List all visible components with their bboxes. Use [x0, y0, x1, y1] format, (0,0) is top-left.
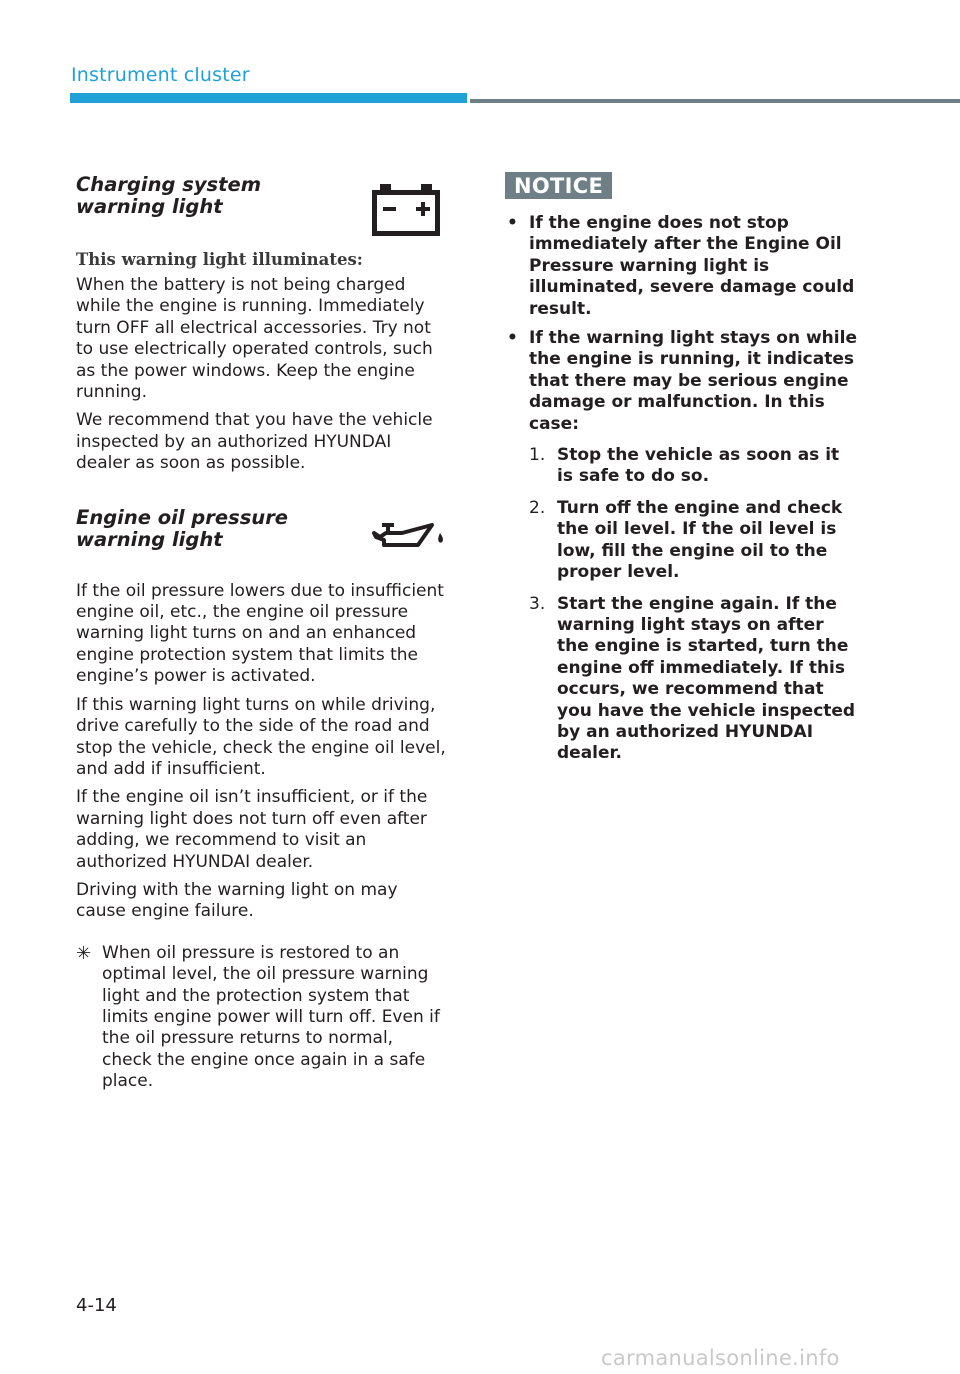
charging-paragraph: We recommend that you have the vehicle inspected by an authorized HYUNDAI dealer as soon as possible.	[76, 410, 433, 474]
step-text: Start the engine again. If the warning light stays on after the engine is started, turn the engine off immediately. If this occurs, we recommend that you have the vehicle inspected by an authorized HYUNDAI dealer.	[557, 593, 856, 764]
step-item	[529, 594, 857, 765]
oil-paragraph: If this warning light turns on while driving, drive carefully to the side of the road and stop the vehicle, check the engine oil level, and add if insufficient.	[76, 694, 446, 779]
header-rule-accent	[70, 93, 467, 103]
step-text: Stop the vehicle as soon as it is safe to do so.	[557, 445, 840, 487]
watermark: carmanualsonline.info	[601, 1346, 840, 1370]
right-column	[507, 172, 857, 775]
step-number: 2.	[529, 497, 546, 518]
step-item	[529, 445, 857, 488]
oil-paragraph: Driving with the warning light on may cause engine failure.	[76, 879, 398, 922]
step-number: 3.	[529, 593, 546, 614]
notice-list	[507, 213, 857, 765]
battery-warning-icon	[372, 184, 440, 240]
step-text: Turn off the engine and check the oil level. If the oil level is low, fill the engine oil to the proper level.	[557, 497, 843, 583]
charging-heading-row	[76, 174, 448, 236]
notice-item-text: If the engine does not stop immediately after the Engine Oil Pressure warning light is illuminated, severe damage could result.	[529, 213, 855, 319]
section-title: Instrument cluster	[71, 64, 250, 86]
notice-item	[507, 328, 857, 765]
oil-note-text: When oil pressure is restored to an optimal level, the oil pressure warning light and the protection system that limits engine power will turn off. Even if the oil pressure returns to normal, check the engine once again in a safe place.	[102, 942, 440, 1092]
notice-item-text: If the warning light stays on while the engine is running, it indicates that there may be serious engine damage or malfunction. In this case:	[529, 328, 857, 434]
oil-title: Engine oil pressure warning light	[76, 505, 289, 551]
notice-badge: NOTICE	[505, 172, 612, 199]
step-number: 1.	[529, 445, 546, 466]
oil-paragraph: If the engine oil isn’t insufficient, or if the warning light does not turn off even after adding, we recommend to visit an authorized HYUNDAI dealer.	[76, 787, 428, 872]
charging-paragraph: When the battery is not being charged while the engine is running. Immediately turn OFF all electrical accessories. Try not to use electrically operated controls, such as the power windows. Keep the engine running.	[76, 275, 433, 403]
step-item	[529, 498, 857, 584]
left-column	[76, 174, 448, 1093]
oil-heading-row	[76, 507, 448, 581]
oil-can-warning-icon	[372, 521, 448, 559]
charging-lead: This warning light illuminates:	[76, 250, 363, 269]
notice-item	[507, 213, 857, 320]
page-number: 4-14	[76, 1295, 117, 1316]
bullet-icon: •	[507, 213, 518, 233]
charging-title: Charging system warning light	[76, 173, 262, 218]
oil-paragraph: If the oil pressure lowers due to insufficient engine oil, etc., the engine oil pressure warning light turns on and an enhanced engine protection system that limits the engine’s power is activated.	[76, 580, 444, 687]
header-rule	[470, 99, 960, 103]
notice-steps	[529, 445, 857, 765]
oil-note	[76, 943, 448, 1093]
asterisk-icon: ✳	[76, 942, 92, 964]
bullet-icon: •	[507, 328, 518, 349]
